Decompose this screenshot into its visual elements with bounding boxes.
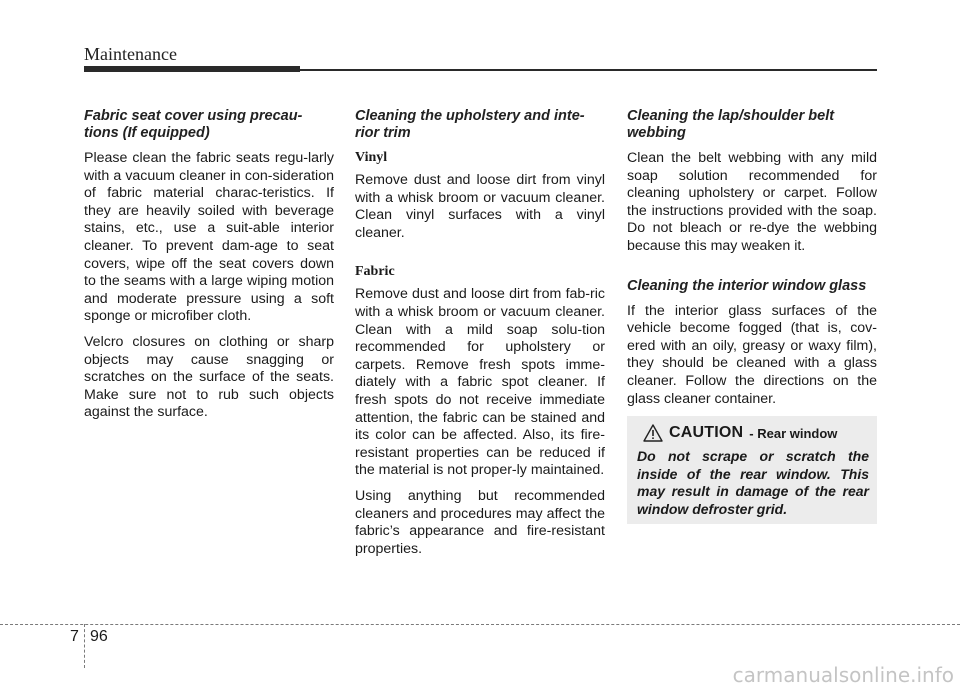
paragraph: Clean the belt webbing with any mild soap solution recommended for cleaning upholstery or carpet. Follow the instructions provided with the soap. Do not bleach or re-dye the webbing because this may weaken it. [627,150,877,254]
paragraph: Velcro closures on clothing or sharp objects may cause snagging or scratches on the surface of the seats. Make sure not to rub such objects against the surface. [84,333,334,421]
section-title-upholstery: Cleaning the upholstery and inte-rior trim [355,108,585,141]
caution-label: CAUTION [669,424,744,441]
caution-text: Do not scrape or scratch the inside of the rear window. This may result in damage of the rear window defroster grid. [637,448,869,517]
watermark-text: carmanualsonline.info [732,663,954,687]
section-title-belt-webbing: Cleaning the lap/shoulder belt webbing [627,108,835,141]
caution-header [643,424,837,442]
subheading-vinyl: Vinyl [355,150,388,165]
column-upholstery [355,108,605,566]
column-belt-glass [627,108,877,416]
header-rule-thick [84,66,300,72]
chapter-number: 7 [70,628,79,645]
section-title-window-glass: Cleaning the interior window glass [627,277,867,294]
column-fabric-seat-cover [84,108,334,430]
page-number: 96 [90,628,108,645]
caution-subtitle: - Rear window [749,425,838,441]
paragraph: Remove dust and loose dirt from vinyl with a whisk broom or vacuum cleaner. Clean vinyl surfaces with a vinyl cleaner. [355,172,605,241]
paragraph: Please clean the fabric seats regu-larly with a vacuum cleaner in con-sideration of fabric material charac-teristics. If they are heavily soiled with beverage stains, etc., use a suit-able interior cleaner. To prevent dam-age to seat covers, wipe off the seat covers down to the seams with a large wiping motion and moderate pressure using a soft sponge or microfiber cloth. [84,150,334,325]
footer-rule [0,624,960,625]
footer-divider [84,624,85,668]
page-header-title: Maintenance [84,44,177,64]
paragraph: Remove dust and loose dirt from fab-ric with a whisk broom or vacuum cleaner. Clean with a mild soap solu-tion recommended for upholstery or carpets. Remove fresh spots imme-diately with a fabric spot cleaner. If fresh spots do not receive immediate attention, the fabric can be stained and its color can be affected. Also, its fire-resistant properties can be reduced if the material is not proper-ly maintained. [355,286,605,479]
header-rule-thin [300,69,877,71]
caution-box [627,416,877,524]
subheading-fabric: Fabric [355,264,395,280]
warning-triangle-icon [643,424,663,442]
paragraph: If the interior glass surfaces of the vehicle become fogged (that is, cov-ered with an oily, greasy or waxy film), they should be cleaned with a glass cleaner. Follow the directions on the glass cleaner container. [627,302,877,407]
paragraph: Using anything but recommended cleaners and procedures may affect the fabric’s appearance and fire-resistant properties. [355,487,605,557]
section-title-fabric-seat-cover: Fabric seat cover using precau-tions (If equipped) [84,108,303,141]
